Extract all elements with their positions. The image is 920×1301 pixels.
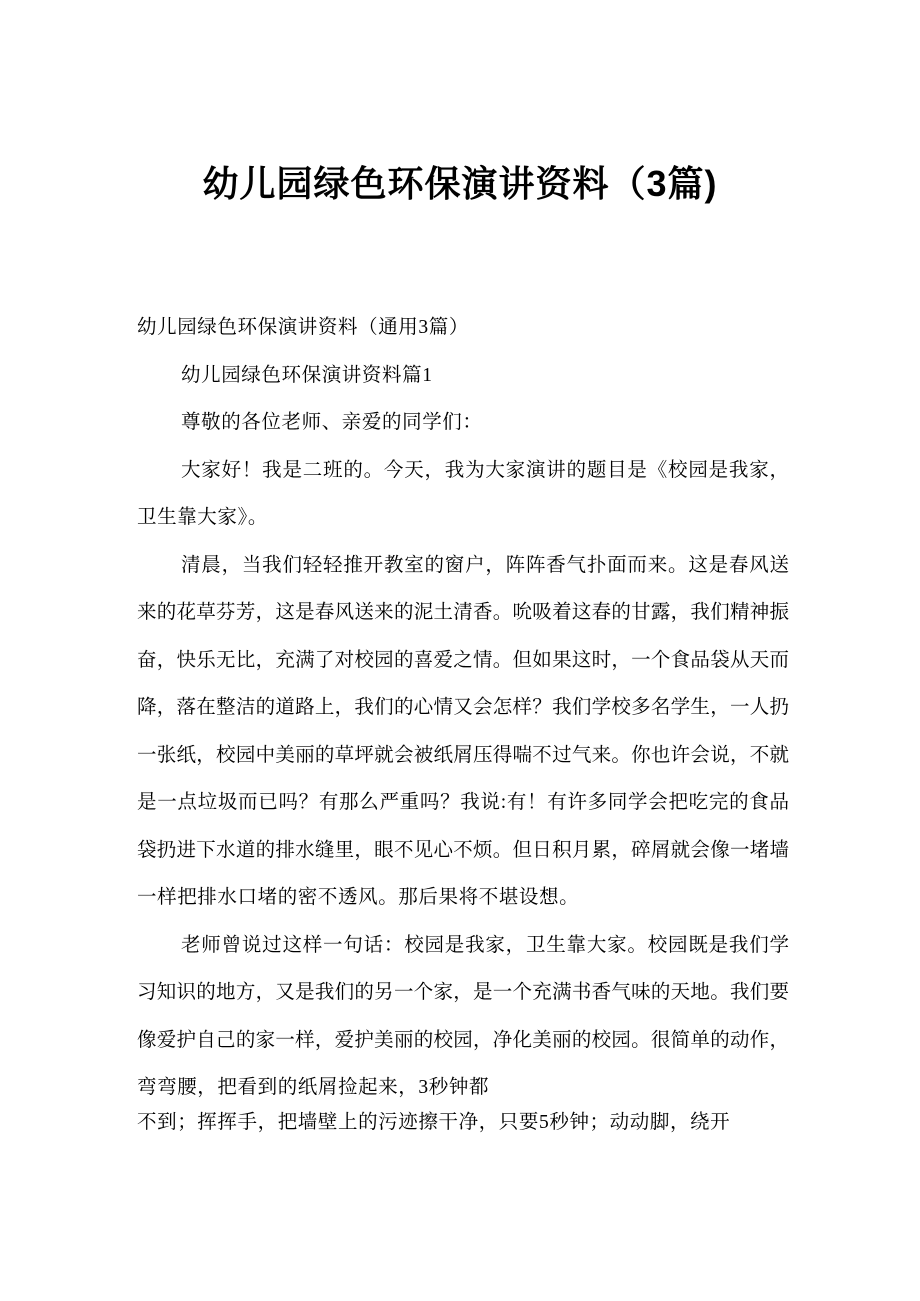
document-line: 习知识的地方，又是我们的另一个家，是一个充满书香气味的天地。我们要: [137, 982, 789, 1003]
page-title: 幼儿园绿色环保演讲资料（3篇): [202, 163, 718, 204]
document-line: 一样把排水口堵的密不透风。那后果将不堪设想。: [137, 887, 580, 908]
document-line: 幼儿园绿色环保演讲资料篇1: [181, 364, 433, 386]
document-line: 弯弯腰，把看到的纸屑捡起来，3秒钟都: [137, 1077, 490, 1098]
document-line: 卫生靠大家》。: [137, 507, 268, 528]
document-line: 袋扔进下水道的排水缝里，眼不见心不烦。但日积月累，碎屑就会像一堵墙: [137, 839, 789, 861]
document-line: 一张纸，校园中美丽的草坪就会被纸屑压得喘不过气来。你也许会说，不就: [137, 744, 789, 766]
document-line: 幼儿园绿色环保演讲资料（通用3篇）: [137, 317, 469, 338]
document-line: 老师曾说过这样一句话：校园是我家，卫生靠大家。校园既是我们学: [181, 934, 789, 956]
document-line: 尊敬的各位老师、亲爱的同学们：: [181, 412, 483, 433]
document-line: 降，落在整洁的道路上，我们的心情又会怎样？我们学校多名学生，一人扔: [137, 697, 789, 718]
document-line: 清晨，当我们轻轻推开教室的窗户，阵阵香气扑面而来。这是春风送: [181, 554, 789, 576]
document-line: 奋，快乐无比，充满了对校园的喜爱之情。但如果这时，一个食品袋从天而: [137, 649, 789, 671]
document-line: 不到；挥挥手，把墙壁上的污迹擦干净，只要5秒钟；动动脚，绕开: [137, 1112, 731, 1133]
document-line: 来的花草芬芳，这是春风送来的泥土清香。吮吸着这春的甘露，我们精神振: [137, 602, 789, 623]
document-line: 是一点垃圾而已吗？有那么严重吗？我说:有！有许多同学会把吃完的食品: [137, 792, 789, 813]
document-line: 像爱护自己的家一样，爱护美丽的校园，净化美丽的校园。很简单的动作，: [137, 1029, 789, 1051]
document-body: [137, 304, 789, 1138]
document-line: 大家好！我是二班的。今天，我为大家演讲的题目是《校园是我家，: [181, 459, 789, 481]
